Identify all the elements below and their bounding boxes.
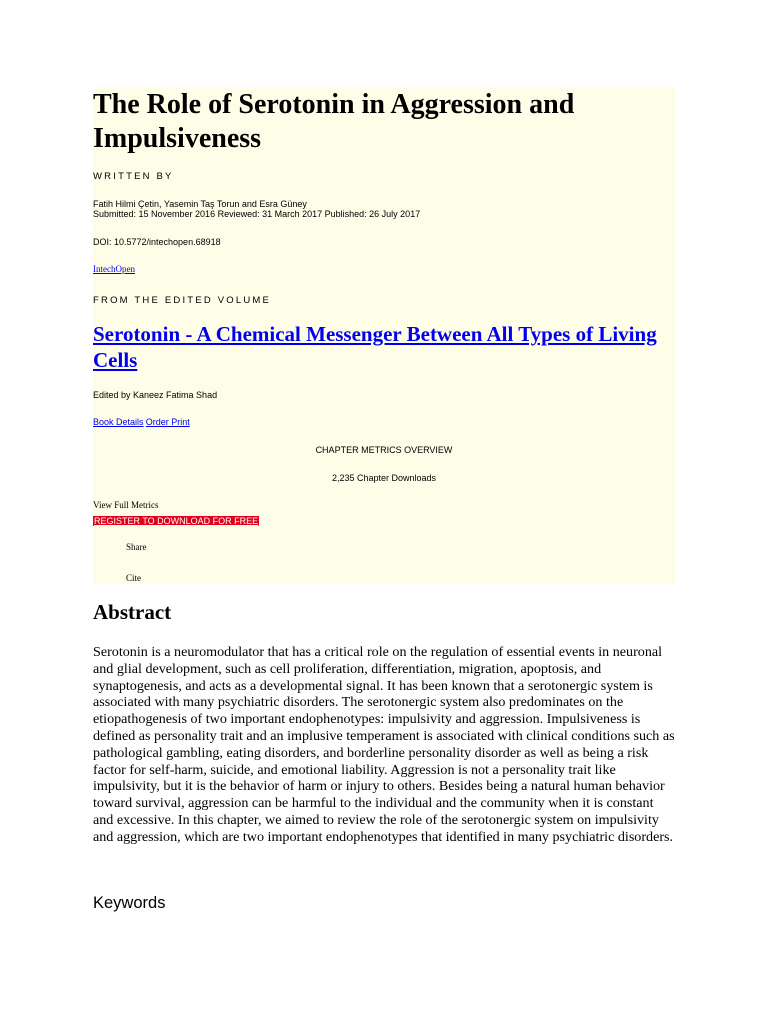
edited-volume-label: FROM THE EDITED VOLUME	[93, 295, 272, 306]
authors: Fatih Hilmi Çetin, Yasemin Taş Torun and Esra Güney	[93, 199, 307, 209]
doi: DOI: 10.5772/intechopen.68918	[93, 237, 221, 247]
order-print-link[interactable]: Order Print	[145, 417, 190, 427]
view-full-metrics-link[interactable]: View Full Metrics	[93, 500, 159, 510]
share-button[interactable]: Share	[126, 542, 147, 552]
edited-by: Edited by Kaneez Fatima Shad	[93, 390, 218, 400]
written-by-label: WRITTEN BY	[93, 171, 174, 182]
book-details-link[interactable]: Book Details	[93, 417, 144, 427]
page-title: The Role of Serotonin in Aggression and Impulsiveness	[93, 89, 575, 154]
keywords-heading: Keywords	[93, 894, 166, 912]
intechopen-link[interactable]: IntechOpen	[93, 264, 135, 274]
metrics-heading: CHAPTER METRICS OVERVIEW	[315, 445, 453, 455]
abstract-heading: Abstract	[93, 600, 172, 624]
cite-button[interactable]: Cite	[126, 573, 141, 583]
publication-dates: Submitted: 15 November 2016 Reviewed: 31 March 2017 Published: 26 July 2017	[93, 209, 421, 219]
book-links	[93, 417, 190, 427]
book-title-link[interactable]: Serotonin - A Chemical Messenger Between All Types of Living Cells	[93, 322, 657, 372]
chapter-downloads: 2,235 Chapter Downloads	[331, 473, 437, 483]
register-button-wrap	[93, 511, 259, 529]
register-download-button[interactable]: REGISTER TO DOWNLOAD FOR FREE	[94, 516, 259, 526]
abstract-text: Serotonin is a neuromodulator that has a critical role on the regulation of essential events in neuronal and glial development, such as cell proliferation, differentiation, migration, apoptosis, and synaptogenesis, and acts as a developmental signal. It has been known that a serotonergic system is associated with many psychiatric disorders. The serotonergic system also predominates on the etiopathogenesis of two important endophenotypes: impulsivity and aggression. Impulsiveness is defined as personality trait and an implusive temperament is associated with clinical conditions such as pathological gambling, eating disorders, and borderline personality disorder as well as being a risk factor for self-harm, suicide, and emotional liability. Aggression is not a personality trait like impulsivity, but it is the behavior of harm or injury to others. Besides being a natural human behavior toward survival, aggression can be harmful to the individual and the community when it is constant and excessive. In this chapter, we aimed to review the role of the serotonergic system on impulsivity and aggression, which are two important endophenotypes that identified in many psychiatric disorders.	[93, 644, 675, 845]
